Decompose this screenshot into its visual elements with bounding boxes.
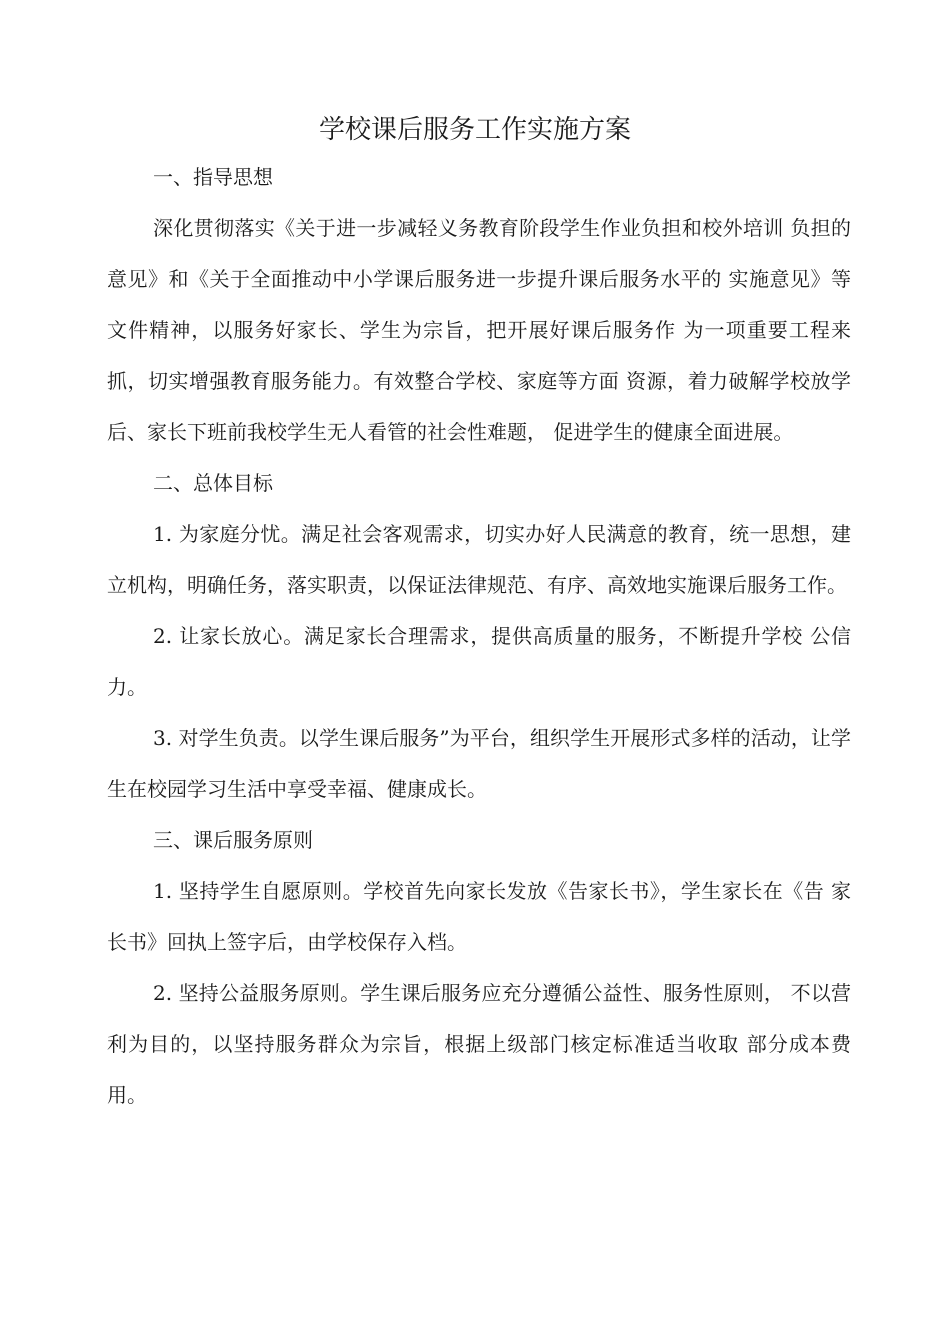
document-title: 学校课后服务工作实施方案: [318, 115, 631, 145]
paragraph: 1. 坚持学生自愿原则。学校首先向家长发放《告家长书》，学生家长在《告 家长书》回执上签字后，由学校保存入档。: [107, 879, 851, 954]
paragraph: 深化贯彻落实《关于进一步减轻义务教育阶段学生作业负担和校外培训 负担的意见》和《关于全面推动中小学课后服务进一步提升课后服务水平的 实施意见》等文件精神，以服务好家长、学生为宗旨，把开展好课后服务作 为一项重要工程来抓，切实增强教育服务能力。有效整合学校、家庭等方面 资源，着力破解学校放学后、家长下班前我校学生无人看管的社会性难题， 促进学生的健康全面进展。: [107, 216, 851, 444]
section-heading-overall-goals: 二、总体目标: [153, 471, 273, 495]
paragraph: 1. 为家庭分忧。满足社会客观需求，切实办好人民满意的教育，统一思想，建立机构，明确任务，落实职责，以保证法律规范、有序、高效地实施课后服务工作。: [107, 522, 851, 597]
paragraph: 2. 坚持公益服务原则。学生课后服务应充分遵循公益性、服务性原则， 不以营利为目的，以坚持服务群众为宗旨，根据上级部门核定标准适当收取 部分成本费用。: [107, 981, 851, 1107]
paragraph: 2. 让家长放心。满足家长合理需求，提供高质量的服务，不断提升学校 公信力。: [107, 624, 851, 699]
document-body: [107, 152, 851, 1121]
section-heading-service-principles: 三、课后服务原则: [153, 828, 313, 852]
section-heading-guiding-ideology: 一、指导思想: [153, 165, 273, 189]
paragraph: 3. 对学生负责。以学生课后服务”为平台，组织学生开展形式多样的活动，让学生在校园学习生活中享受幸福、健康成长。: [107, 726, 851, 801]
